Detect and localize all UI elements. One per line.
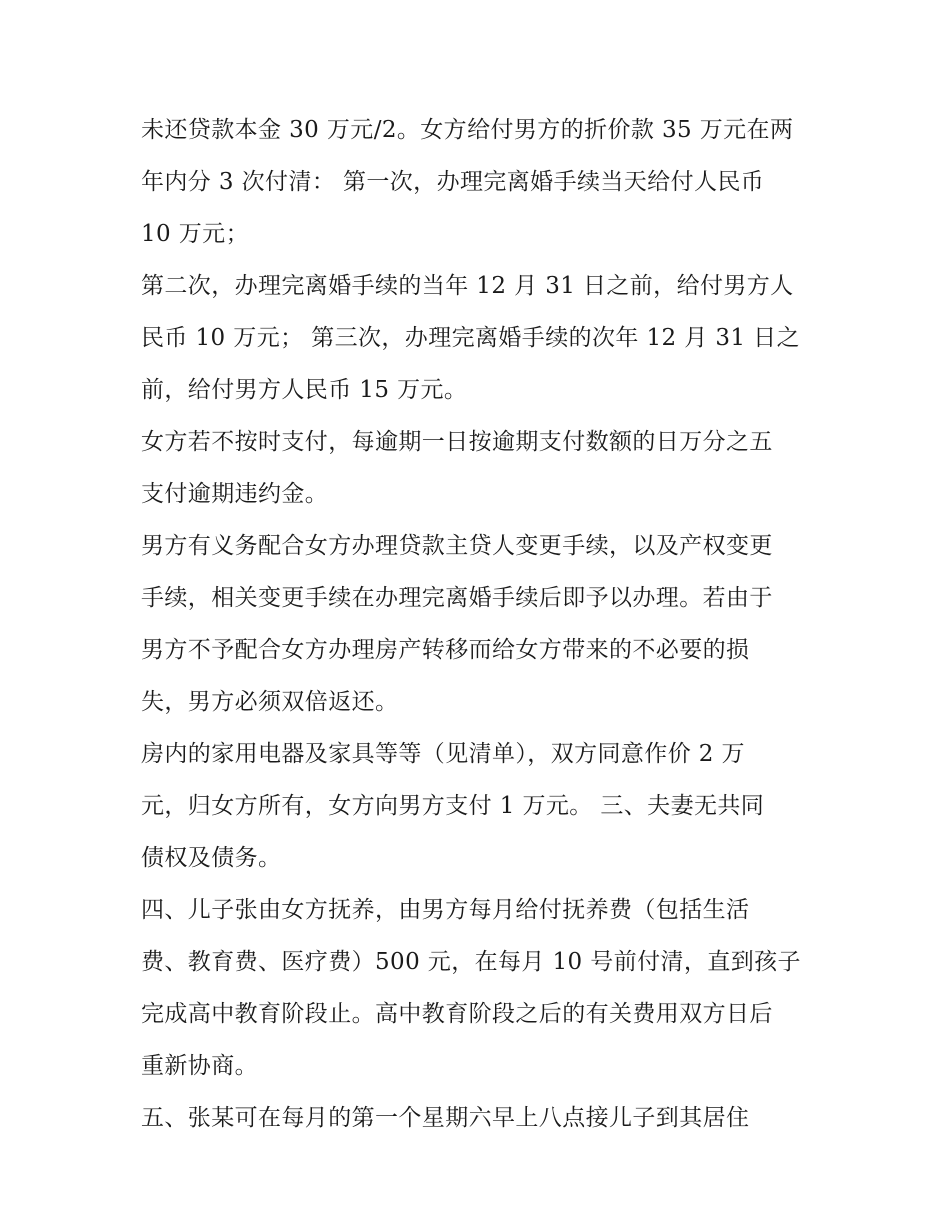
text-line: 债权及债务。 (141, 845, 282, 871)
text-line: 五、张某可在每月的第一个星期六早上八点接儿子到其居住 (141, 1105, 750, 1131)
text-line: 10 万元； (141, 221, 249, 247)
document-body (141, 104, 821, 1144)
text-line: 年内分 3 次付清： 第一次，办理完离婚手续当天给付人民币 (141, 169, 765, 195)
text-line: 未还贷款本金 30 万元/2。女方给付男方的折价款 35 万元在两 (141, 117, 794, 143)
text-line: 民币 10 万元； 第三次，办理完离婚手续的次年 12 月 31 日之 (141, 325, 800, 351)
text-line: 费、教育费、医疗费）500 元，在每月 10 号前付清，直到孩子 (141, 949, 801, 975)
text-line: 元，归女方所有，女方向男方支付 1 万元。 三、夫妻无共同 (141, 793, 765, 819)
text-line: 女方若不按时支付，每逾期一日按逾期支付数额的日万分之五 (141, 429, 773, 455)
text-line: 完成高中教育阶段止。高中教育阶段之后的有关费用双方日后 (141, 1001, 773, 1027)
text-line: 男方不予配合女方办理房产转移而给女方带来的不必要的损 (141, 637, 750, 663)
text-line: 四、儿子张由女方抚养，由男方每月给付抚养费（包括生活 (141, 897, 750, 923)
text-line: 男方有义务配合女方办理贷款主贷人变更手续，以及产权变更 (141, 533, 773, 559)
text-line: 第二次，办理完离婚手续的当年 12 月 31 日之前，给付男方人 (141, 273, 794, 299)
text-line: 支付逾期违约金。 (141, 481, 329, 507)
text-line: 手续，相关变更手续在办理完离婚手续后即予以办理。若由于 (141, 585, 773, 611)
text-line: 重新协商。 (141, 1053, 258, 1079)
text-line: 失，男方必须双倍返还。 (141, 689, 399, 715)
text-line: 房内的家用电器及家具等等（见清单），双方同意作价 2 万 (141, 741, 745, 767)
text-line: 前，给付男方人民币 15 万元。 (141, 377, 468, 403)
